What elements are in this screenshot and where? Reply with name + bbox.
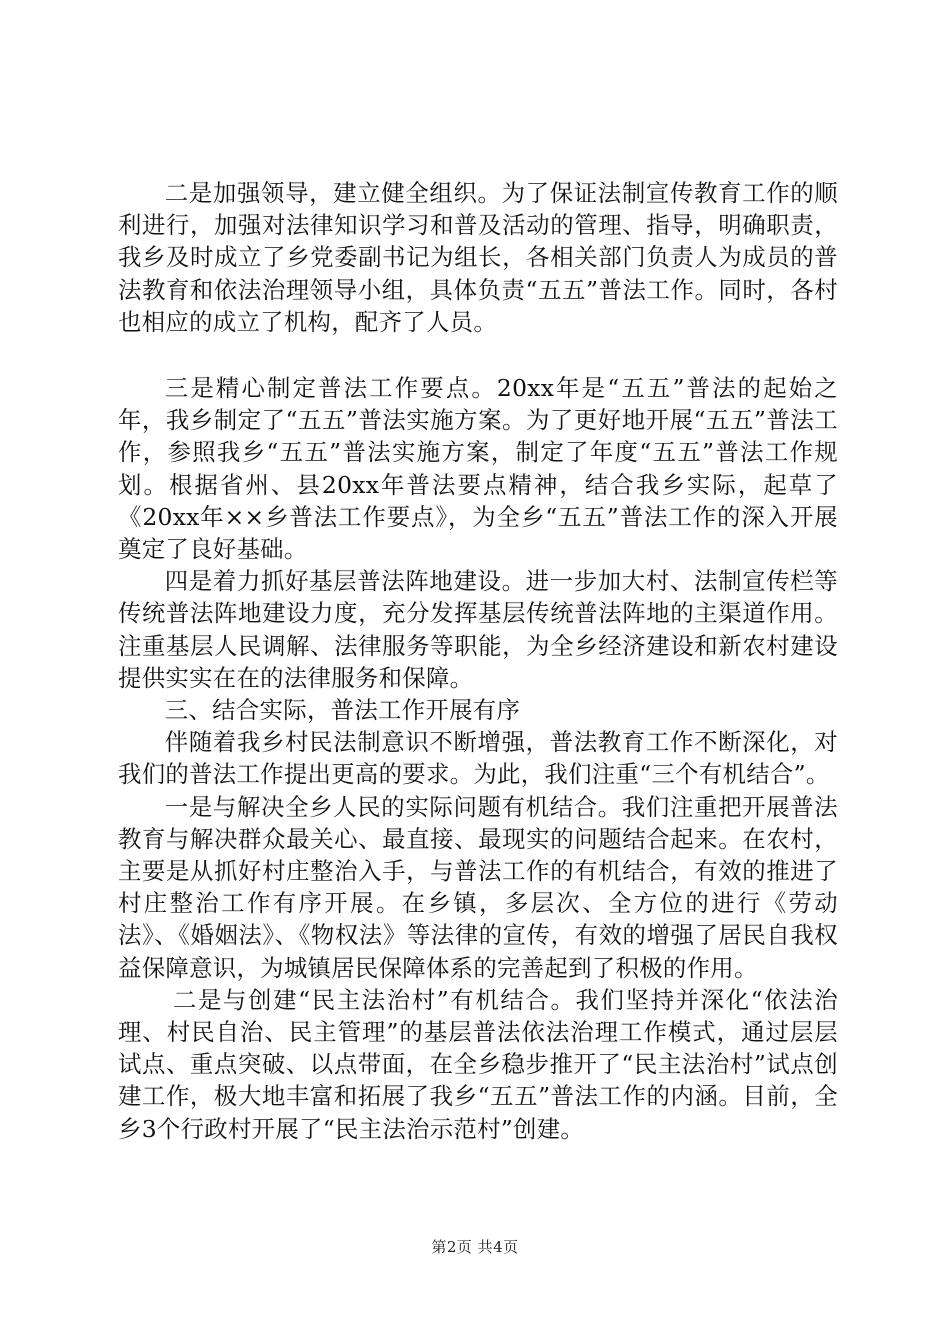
paragraph-grassroots-positions: 四是着力抓好基层普法阵地建设。进一步加大村、法制宣传栏等传统普法阵地建设力度，充分发挥基层传统普法阵地的主渠道作用。注重基层人民调解、法律服务等职能，为全乡经济建设和新农村建设提供实实在在的法律服务和保障。 xyxy=(118,567,838,692)
paragraph-strengthen-leadership: 二是加强领导，建立健全组织。为了保证法制宣传教育工作的顺利进行，加强对法律知识学习和普及活动的管理、指导，明确职责，我乡及时成立了乡党委副书记为组长，各相关部门负责人为成员的普法教育和依法治理领导小组，具体负责“五五”普法工作。同时，各村也相应的成立了机构，配齐了人员。 xyxy=(118,179,838,336)
paragraph-intro: 伴随着我乡村民法制意识不断增强，普法教育工作不断深化，对我们的普法工作提出更高的要求。为此，我们注重“三个有机结合”。 xyxy=(118,728,838,789)
document-body xyxy=(118,177,838,1145)
paragraph-democratic-village: 二是与创建“民主法治村”有机结合。我们坚持并深化“依法治理、村民自治、民主管理”的基层普法依法治理工作模式，通过层层试点、重点突破、以点带面，在全乡稳步推开了“民主法治村”试点创建工作，极大地丰富和拓展了我乡“五五”普法工作的内涵。目前，全乡3个行政村开展了“民主法治示范村”创建。 xyxy=(118,985,838,1143)
paragraph-work-plan: 三是精心制定普法工作要点。20xx年是“五五”普法的起始之年，我乡制定了“五五”普法实施方案。为了更好地开展“五五”普法工作，参照我乡“五五”普法实施方案，制定了年度“五五”普法工作规划。根据省州、县20xx年普法要点精神，结合我乡实际，起草了《20xx年××乡普法工作要点》，为全乡“五五”普法工作的深入开展奠定了良好基础。 xyxy=(118,374,838,564)
page-footer: 第2页 共4页 xyxy=(431,1238,519,1256)
section-heading: 三、结合实际，普法工作开展有序 xyxy=(164,696,521,725)
paragraph-practical-problems: 一是与解决全乡人民的实际问题有机结合。我们注重把开展普法教育与解决群众最关心、最直接、最现实的问题结合起来。在农村，主要是从抓好村庄整治入手，与普法工作的有机结合，有效的推进了村庄整治工作有序开展。在乡镇，多层次、全方位的进行《劳动法》、《婚姻法》、《物权法》等法律的宣传，有效的增强了居民自我权益保障意识，为城镇居民保障体系的完善起到了积极的作用。 xyxy=(118,792,838,982)
